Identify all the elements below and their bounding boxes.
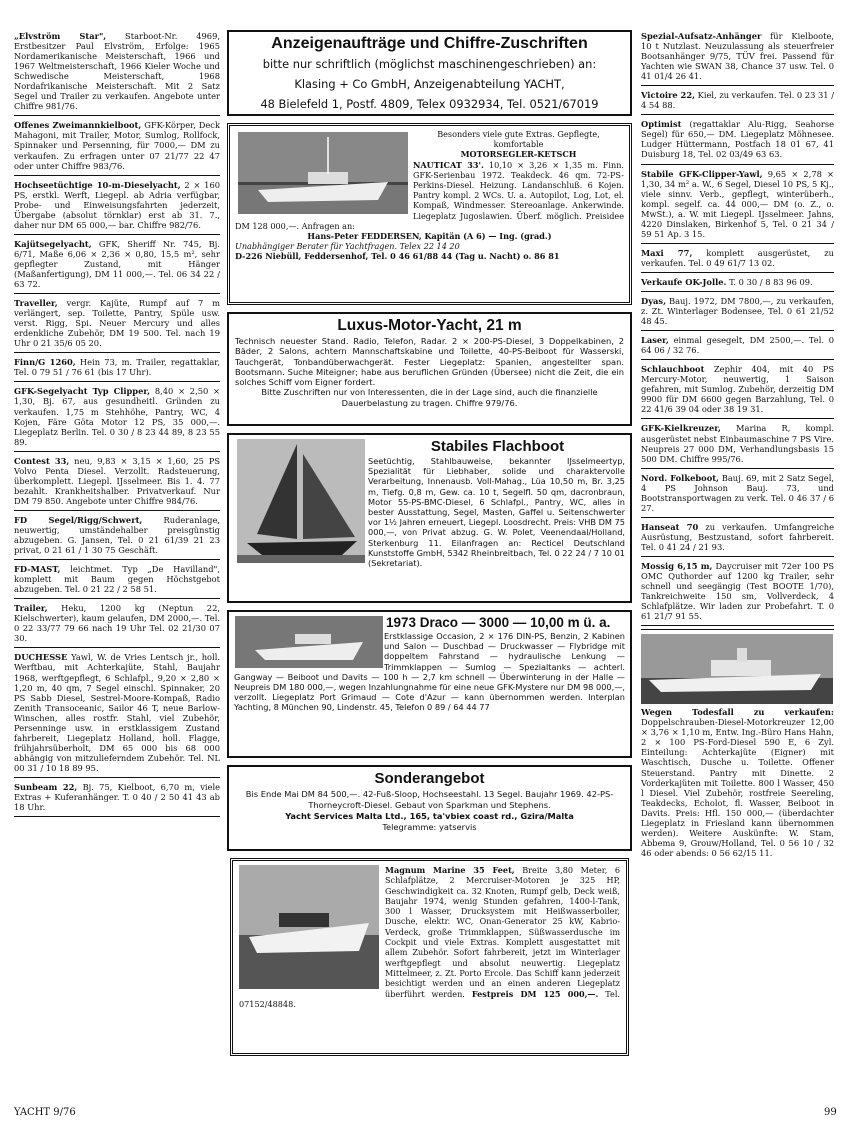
classified-ad-body: Hein 73, m. Trailer, regattaklar, Tel. 0 79 51 / 76 61 (bis 17 Uhr). [14,357,220,378]
classified-ad-body: Kiel, zu verkaufen. Tel. 0 23 31 / 4 54 88. [641,90,834,111]
sonder-contact: Yacht Services Malta Ltd., 165, ta'vbiex coast rd., Gzira/Malta [285,811,574,821]
ketsch-title: MOTORSEGLER-KETSCH [460,149,577,160]
classified-ad-head: GFK-Kielkreuzer, [641,423,721,434]
classified-ad [641,334,834,360]
classified-ad [641,30,834,86]
classified-ad-head: Schlauchboot [641,364,705,375]
classified-ad-head: Nord. Folkeboot, [641,472,719,483]
classified-ad-head: „Elvström Star", [14,31,107,41]
luxus-body: Technisch neuester Stand. Radio, Telefon, Radar. 2 × 200-PS-Diesel, 3 Doppelkabinen, 2 Bäder, 2 Salons, achtern Mannschaftskabine und Toilette, 40-PS-Beiboot für Wasserski, Tauchgerät, Tonbandüberwachgerät. Fester Liegeplatz: Spanien, angestellter span. Bootsmann. Suche Miteigner; habe aus beruflichen Gründen (Übersee) nicht die Zeit, die ein solches Schiff vom Eigner fordert. [235,336,624,388]
classified-ad-head: FD Segel/Rigg/Schwert, [14,514,143,525]
classified-ad [14,602,220,648]
classified-ad [14,238,220,294]
classified-ad-head: Victoire 22, [641,90,695,101]
right-classifieds-column [641,30,834,858]
middle-display-ads-column [227,30,632,1063]
classified-ad [641,363,834,419]
order-info-title: Anzeigenaufträge und Chiffre-Zuschriften [271,35,588,52]
classified-ad [14,297,220,353]
classified-ad-head: Hanseat 70 [641,521,699,532]
left-classifieds-column [14,30,220,820]
magnum-title: Magnum Marine 35 Feet, [385,865,515,875]
classified-ad [14,119,220,175]
classified-ad [641,118,834,164]
order-info-line3: 48 Bielefeld 1, Postf. 4809, Telex 0932934, Tel. 0521/67019 [260,97,599,111]
classified-ad-body: Marina R, kompl. ausgerüstet nebst Einbaumaschine 7 PS Vire. Neupreis 27 000 DM, Verhandlungsbasis 15 500 DM. Chiffre 995/76. [641,423,834,464]
sonder-body: Bis Ende Mai DM 84 500,—. 42-Fuß-Sloop, Hochseestahl. 13 Segel. Baujahr 1969. 42-PS-Thorneycroft-Diesel. Gebaut von Sparkman und Stephens. [245,789,614,810]
order-info-box [227,30,632,116]
classified-ad-body: Starboot-Nr. 4969, Erstbesitzer Paul Elvström, Erfolge: 1965 Nordamerikanische Meisterschaft, 1966 und 1967 Weltmeisterschaft, 1966 Kieler Woche und Schwedische Meisterschaft, 1968 Nordafrikanische Meisterschaft. Mit 2 Satz Segel und Trailer zu verkaufen. Angebote unter Chiffre 981/76. [14,31,220,112]
classified-ad-body: einmal gesegelt, DM 2500,—. Tel. 0 64 06 / 32 76. [641,335,834,356]
classified-ad [641,168,834,244]
flachboot-ad [227,433,632,603]
classified-ad-head: Optimist [641,119,682,130]
ketsch-contact2: Unabhängiger Berater für Yachtfragen. Telex 22 14 20 [235,241,460,252]
classified-ad-head: Verkaufe OK-Jolle. [641,276,727,287]
classified-ad-head: Dyas, [641,295,666,306]
draco-boat-image [235,616,383,668]
sonder-title: Sonderangebot [374,770,485,787]
classified-ad-body: Bauj. 69, mit 2 Satz Segel, 4 PS Johnson Bauj. 73, und Bootstransportwagen zu verk. Tel. 0 46 37 / 6 27. [641,472,834,513]
magnum-ad [230,858,629,1056]
classified-ad-body: (regattaklar Alu-Rigg, Seahorse Segel) für 650,— DM. Liegeplatz Möhnesee. Ludger Hüttermann, Postfach 18 01 67, 41 Duisburg 18, Tel. 02 03/49 63 63. [641,119,834,160]
flachboot-photo [237,439,365,563]
luxus-title: Luxus-Motor-Yacht, 21 m [337,317,522,334]
todesfall-text [641,707,834,858]
classified-ad-head: Sunbeam 22, [14,782,78,792]
classified-ad-head: Traveller, [14,298,58,309]
classified-ad [14,356,220,382]
classified-ad-head: Laser, [641,335,669,346]
classified-ad-body: 8,40 × 2,50 × 1,30, Bj. 67, aus gesundheitl. Gründen zu verkaufen. 1,75 m Stehhöhe, Pantry, WC, 4 Kojen, Färe Göta Motor 12 PS, 35 000,—. Liegeplatz Berlin. Tel. 0 30 / 8 23 44 89, 8 23 55 89. [14,386,220,447]
classified-ad [14,514,220,560]
todesfall-photo [641,634,833,704]
magnum-photo [239,865,379,989]
classified-ad [14,30,220,116]
classified-ad [641,521,834,557]
classified-ad-head: Mossig 6,15 m, [641,560,713,571]
classified-ad-body: GFK-Körper, Deck Mahagoni, mit Trailer, Motor, Sumlog, Rollfock, Spinnaker und Persenning, für 7000,— DM zu verkaufen. Zu erfragen unter 07 21/77 22 47 oder unter Chiffre 983/76. [14,120,220,171]
classified-ad-body: 2 × 160 PS, erstkl. Werft, Liegepl. ab Adria verfügbar, Probe- und Einweisungsfahrten jederzeit, Übergabe (absolut törnklar) erst ab 31. 7., daher nur DM 65 000,— bar. Chiffre 982/76. [14,179,220,230]
order-info-line2: Klasing + Co GmbH, Anzeigenabteilung YACHT, [294,77,565,91]
ketsch-intro: Besonders viele gute Extras. Gepflegte, komfortable [437,129,600,150]
classified-ad-body: GFK, Sheriff Nr. 745, Bj. 6/71, Maße 6,06 × 2,36 × 0,80, 15,5 m², sehr gepflegter Zustand, mit Hänger (Maßanfertigung), DM 11 000,—. Tel. 06 34 22 / 63 72. [14,238,220,290]
classified-ad-head: Kajütsegelyacht, [14,238,92,249]
classified-ad-head: Stabile GFK-Clipper-Yawl, [641,168,763,179]
classified-ad-head: Trailer, [14,603,48,614]
classified-ad-head: DUCHESSE [14,652,68,663]
classified-ad-body: Yawl, W. de Vries Lentsch jr., holl. Werftbau, mit Achterkajüte, Stahl, Baujahr 1968, werftgepflegt, 6 Schlafpl., 9,20 × 2,80 × 1,20 m, 40 qm, 7 Segel einschl. Spinnaker, 20 PS Sabb Diesel, Sestrel-Moore-Kompaß, Radio Zenith Transoceanic, Sailor 46 T, neue Barlow-Winschen, alles rostfr. Stahl, viel Zubehör, Persenninge usw. in erstklassigem Zustand fahrbereit, Liegeplatz Holland, holl. Flagge, frühjahrsüberholt, DM 65 000 bis 68 000 abhängig von mitzulieferndem Zubehör. Tel. NL 00 31 / 10 18 89 95. [14,652,220,773]
flachboot-title: Stabiles Flachboot [430,438,565,455]
order-info-line1: bitte nur schriftlich (möglichst maschinengeschrieben) an: [262,57,597,71]
right-ads-list [641,30,834,626]
draco-body: Erstklassige Occasion, 2 × 176 DIN-PS, Benzin, 2 Kabinen und Salon — Duschbad — Druckwasser — Flybridge mit doppeltem Fahrstand — hydraulische Lenkung — Trimmklappen — Sumlog — Spezialtanks — achterl. Gangway — Beiboot und Davits — 100 h — 2,7 km schnell — Überwinterung in der Halle — Neupreis DM 180 000,—, wegen Inzahlungnahme für eine neue GFK-Mystere nur DM 98 000,—, verzollt. Liegeplatz Port Grimaud — Cote d'Azur — kann übernommen werden. Interplan Yachting, 8 München 90, Lindenstr. 45, Telefon 0 89 / 64 44 77 [234,631,625,713]
classified-ad-body: zu verkaufen. Umfangreiche Ausrüstung, Bestzustand, sofort fahrbereit. Tel. 0 41 24 / 21 93. [641,521,834,552]
classified-ad-body: Zephir 404, mit 40 PS Mercury-Motor, neuwertig, 1 Saison gefahren, mit Sumlog. Zubehör, derzeitig DM 9900 für DM 6600 gegen Barzahlung, Tel. 0 22 41/6 39 04 oder 38 19 31. [641,364,834,415]
draco-title: 1973 Draco — 3000 — 10,00 m ü. a. [386,615,611,630]
classified-ad-body: 9,65 × 2,78 × 1,30, 34 m² a. W., 6 Segel, Diesel 10 PS, 5 Kj., viele sinnv. Verb., gepflegt, winterüberh., kompl. segelf. ca. 44 000,— DM (o. Z., o. MwSt.), a. W. mit Liegepl. IJsselmeer. Jahns, 4220 Dinslaken, Birkenhof 5, Tel. 0 21 34 / 59 51 Ap. 3 15. [641,168,834,239]
magnum-boat-image [239,865,379,989]
classified-ad [641,472,834,518]
classified-ad-body: Heku, 1200 kg (Neptun 22, Kielschwerter), kaum gelaufen, DM 2000,—. Tel. 0 22 33/77 79 66 nach 19 Uhr Tel. 02 21/30 07 30. [14,603,220,644]
classified-ad [14,781,220,817]
sonder-telegram: Telegramme: yatservis [382,822,477,832]
ketsch-photo [238,132,408,214]
todesfall-body: Doppelschrauben-Diesel-Motorkreuzer 12,00 × 3,76 × 1,10 m, Entw. Ing.-Büro Hans Hahn, 2 × 100 PS-Ford-Diesel 590 E, 6 Zyl. Einteilung: Achterkajüte (Eigner) mit Waschtisch, Dusche u. Toilette. Offener Steuerstand. Pantry mit Dinette. 2 Vorderkajüten mit Toilette. 800 l Wasser, 450 l Diesel. Viel Zubehör, rostfreie Seereling, Teakdecks, Echolot, fl. Wasser, Beiboot in Davits. Preis: Hfl. 150 000,— (überdachter Liegeplatz in Friesland kann übernommen werden). Weitere Auskünfte: W. Stam, Abbema 9, Grouw/Holland, Tel. 0 56 10 / 32 46 oder abends: 0 56 62/15 11. [641,717,835,858]
classified-ad [14,455,220,511]
todesfall-head: Wegen Todesfall zu verkaufen: [641,707,834,718]
classified-ad [641,89,834,115]
ketsch-contact: Hans-Peter FEDDERSEN, Kapitän (A 6) — Ing. (grad.) [307,231,552,242]
classified-ad [641,295,834,331]
classified-ad-body: leichtmet. Typ „De Havilland", komplett mit Baum gegen Höchstgebot abzugeben. Tel. 0 21 22 / 2 58 51. [14,564,220,595]
classified-ad [14,651,220,778]
classified-ad-head: Hochseetüchtige 10-m-Dieselyacht, [14,179,181,190]
classified-ad-body: neu, 9,83 × 3,15 × 1,60, 25 PS Volvo Penta Diesel. Verzollt. Radsteuerung, überkomplett. Liegepl. IJsselmeer. Bis 1. 4. 77 bezahlt. Krankheitshalber. Privatverkauf. Nur DM 79 850. Angebote unter Chiffre 984/76. [14,455,220,506]
draco-photo [235,616,383,668]
flachboot-sail-image [237,439,365,563]
classified-ad-head: Maxi 77, [641,247,693,258]
classified-ad-body: komplett ausgerüstet, zu verkaufen. Tel. 0 49 61/7 13 02. [641,247,834,268]
classified-ad-head: Spezial-Aufsatz-Anhänger [641,31,762,41]
classified-ad-head: Contest 33, [14,455,70,466]
draco-ad [227,610,632,758]
classified-ad [641,247,834,273]
classified-ad [641,560,834,626]
classified-ad [14,563,220,599]
magnum-price: Festpreis DM 125 000,—. [471,988,599,999]
classified-ad [14,179,220,235]
classified-ad-head: Offenes Zweimannkielboot, [14,120,142,131]
ketsch-ad [227,123,632,305]
footer-page-number: 99 [824,1107,837,1118]
classified-ad [14,385,220,451]
classified-ad-body: für Kielboote, 10 t Nutzlast. Neuzulassung als steuerfreier Bootsanhänger 9/75, TÜV frei. Passend für Yachten wie SWAN 38, Chance 37 usw. Tel. 0 41 01/4 26 41. [641,31,834,82]
ketsch-name: NAUTICAT 33'. [413,159,484,170]
classified-ad [641,276,834,292]
luxus-body2: Bitte Zuschriften nur von Interessenten, die in der Lage sind, auch die finanzielle Dauerbelastung zu tragen. Chiffre 979/76. [261,387,598,408]
footer-magazine: YACHT 9/76 [14,1107,76,1118]
classified-ad-head: GFK-Segelyacht Typ Clipper, [14,386,151,397]
classified-ad-body: vergr. Kajüte, Rumpf auf 7 m verlängert, sep. Toilette, Pantry, Spüle usw. verst. Rigg, Spi. Neuer Mercury und alles erdenkliche Zubehör, DM 19 500. Tel. nach 19 Uhr 0 21 35/6 05 20. [14,298,220,349]
ketsch-boat-image [238,132,408,214]
ketsch-contact3: D-226 Niebüll, Feddersenhof, Tel. 0 46 61/88 44 (Tag u. Nacht) o. 86 81 [235,251,560,262]
classified-ad-head: FD-MAST, [14,564,61,575]
classified-ad-body: T. 0 30 / 8 83 96 09. [729,276,813,287]
classified-ad-body: Daycruiser mit 72er 100 PS OMC Quthorder auf 1200 kg Trailer, sehr schnell und seegängig (Test BOOTE 1/70), Tankreichweite 150 sm, Vollverdeck, 4 Schlafplätze. Wir laden zur Probefahrt. T. 0 61 21/7 91 55. [641,560,834,622]
classified-ad-body: Bj. 75, Kielboot, 6,70 m, viele Extras + Kuferanhänger. T. 0 40 / 2 50 41 43 ab 18 Uhr. [14,782,220,813]
sonder-ad [227,765,632,851]
todesfall-ad [641,629,834,858]
classified-ad-body: Ruderanlage, neuwertig, umständehalber preisgünstig abzugeben. G. Jansen, Tel. 0 21 61/39 21 23 privat, 0 21 61 / 1 30 75 Geschäft. [14,514,220,556]
todesfall-boat-image [641,634,833,704]
magnum-body: Breite 3,80 Meter, 6 Schlafplätze, 2 Mercruiser-Motoren je 325 HP, Geschwindigkeit ca. 32 Knoten, Rumpf gelb, Deck weiß, Baujahr 1974, wenig Stunden gefahren, 1400-l-Tank, 300 l Wasser, Drucksystem mit Heißwasserboiler, Dusche, elektr. WC, Onan-Generator 25 kW, Kabrio-Verdeck, große Trimmklappen, Süßwasserdusche im Cockpit und viele Extras. Komplett ausgestattet mit allem Zubehör. Sofort fahrbereit, jetzt im Winterlager werftgepflegt und absolut neuwertig. Liegeplatz Mittelmeer, z. Zt. Porto Ercole. Das Schiff kann jederzeit besichtigt werden und an einen anderen Liegeplatz überführt werden. [385,865,620,999]
classified-ad-body: Bauj. 1972, DM 7800,—, zu verkaufen, z. Zt. Winterlager Bodensee, Tel. 0 61 21/52 48 45. [641,295,834,327]
magnum-tel: Tel. 07152/48848. [239,988,620,1009]
ketsch-body: 10,10 × 3,26 × 1,35 m. Finn. GFK-Serienbau 1972. Teakdeck. 46 qm. 72-PS-Perkins-Diesel. Heizung. Landanschluß. 6 Kojen. Pantry kompl. 2 WCs. U. a. Autopilot, Log, Lot, el. Kompaß, Windmesser. Stereoanlage. Ankerwinde. Liegeplatz Jugoslawien. Überf. möglich. Preisidee DM 128 000,—. Anfragen an: [235,159,624,231]
flachboot-body: Seetüchtig, Stahlbauweise, bekannter IJsselmeertyp, Spezialität für Liebhaber, solide und charaktervolle Verarbeitung, Innenausb. Voll-Mahag., Lüa 10,50 m, Br. 3,25 m, Tiefg. 0,8 m, Gew. ca. 10 t, Segelfl. 50 qm, dacronbraun, Motor 55-PS-BMC-Diesel, 6 Schlafpl., Pantry, WC, alles in bester Ausstattung, Segel, Masten, Gaffel u. Seitenschwerter vor 1½ Jahren erneuert, Liegepl. Loosdrecht. Preis: VHB DM 75 000,—, von Privat abzug. G. W. Polet, Veenendaal/Holland, Sterkenburg 11. Eilanfragen an: Recticel Deutschland Kunststoffe GmbH, 5342 Rheinbreitbach, Tel. 0 22 24 / 7 10 01 (Sekretariat). [368,456,625,569]
luxus-ad [227,312,632,426]
classified-ad-head: Finn/G 1260, [14,357,76,368]
classified-ad [641,422,834,468]
